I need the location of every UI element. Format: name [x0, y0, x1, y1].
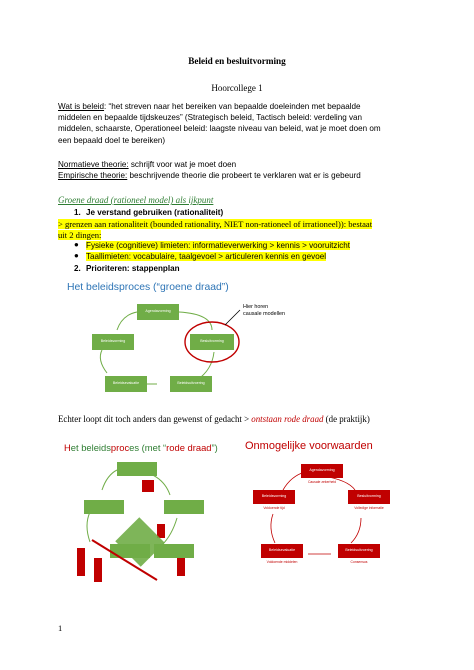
d3-note-1: Voldoende tijd — [263, 506, 285, 510]
beleid-line-3: middelen, schaarste, Operationeel beleid: laagste niveau van beleid, wat je moet doen om — [58, 124, 381, 134]
echter-line: Echter loopt dit toch anders dan gewenst of gedacht > ontstaan rode draad (de praktijk) — [58, 414, 370, 424]
diagram-rode-draad — [62, 440, 230, 590]
beleid-line-2: middelen en bepaalde tijdskeuzes” (Strategisch beleid, Tactisch beleid: verdeling van — [58, 113, 362, 123]
beleid-line-1: : “het streven naar het bereiken van bepaalde doeleinden met bepaalde — [104, 102, 361, 111]
d1-node-agendavorming: Agendavorming — [145, 309, 171, 313]
diagram-onmogelijke-voorwaarden — [243, 438, 403, 588]
bullet-2: Taallimieten: vocabulaire, taalgevoel > articuleren kennis en gevoel — [86, 252, 327, 261]
grenzen-line-2: uit 2 dingen: — [58, 230, 102, 240]
groene-draad-heading: Groene draad (rationeel model) als ijkpunt — [58, 195, 214, 205]
d1-node-beleidsevaluatie: Beleidsevaluatie — [112, 381, 140, 385]
normatieve-term: Normatieve theorie: — [58, 160, 129, 169]
d3-note-3: Consensus — [350, 560, 368, 564]
diagram-2-cycle — [62, 440, 230, 590]
d3-node-beleidsvorming: Beleidsvorming — [261, 494, 287, 498]
empirische-definition: beschrijvende theorie die probeert te verklaren wat er is gebeurd — [127, 171, 361, 181]
d3-note-5: Causale zekerheid — [307, 480, 337, 484]
d3-node-besluitvorming: Besluitvorming — [357, 494, 381, 498]
d3-node-beleidsevaluatie: Beleidsevaluatie — [268, 548, 296, 552]
document-subtitle: Hoorcollege 1 — [211, 83, 263, 93]
grenzen-line-1: > grenzen aan rationaliteit (bounded rationality, NIET non-rationeel of irrationeel)): bestaat — [58, 219, 373, 229]
beleid-paragraph — [58, 101, 428, 146]
item-1-text: Je verstand gebruiken (rationaliteit) — [86, 208, 224, 217]
item-1-number: 1. — [74, 208, 81, 217]
empirische-term: Empirische theorie: — [58, 171, 128, 181]
item-2-number: 2. — [74, 264, 81, 273]
bullet-dot-2: ● — [74, 251, 79, 260]
item-2-text: Prioriteren: stappenplan — [86, 264, 180, 273]
d3-node-beleidsuitvoering: Beleidsuitvoering — [345, 548, 373, 552]
d1-node-beleidsuitvoering: Beleidsuitvoering — [177, 381, 205, 385]
diagram-3-title: Onmogelijke voorwaarden — [245, 440, 373, 452]
d3-note-4: Voldoende middelen — [266, 560, 298, 564]
diagram-3-cycle — [243, 438, 403, 588]
diagram-1-callout: Hier horen causale modellen — [243, 304, 285, 317]
d3-node-agendavorming: Agendavorming — [309, 468, 335, 472]
theories-paragraph — [58, 159, 428, 181]
diagram-1-cycle — [62, 280, 292, 410]
bullet-1: Fysieke (cognitieve) limieten: informatieverwerking > kennis > vooruitzicht — [86, 241, 351, 250]
beleid-term: Wat is beleid — [58, 102, 105, 111]
diagram-1-title: Het beleidsproces (“groene draad”) — [67, 282, 229, 293]
d1-node-beleidsvorming: Beleidsvorming — [100, 339, 126, 343]
diagram-beleidsproces — [62, 280, 292, 410]
beleid-line-4: een bepaald doel te bereiken) — [58, 135, 166, 145]
normatieve-definition: schrijft voor wat je moet doen — [128, 160, 237, 169]
d3-note-2: Volledige informatie — [354, 506, 384, 510]
diagram-2-title: Het beleidsproces (met “rode draad”) — [64, 442, 218, 453]
document-title: Beleid en besluitvorming — [188, 56, 286, 66]
d1-node-besluitvorming: Besluitvorming — [200, 339, 224, 343]
bullet-dot-1: ● — [74, 240, 79, 249]
page-number: 1 — [58, 623, 63, 633]
